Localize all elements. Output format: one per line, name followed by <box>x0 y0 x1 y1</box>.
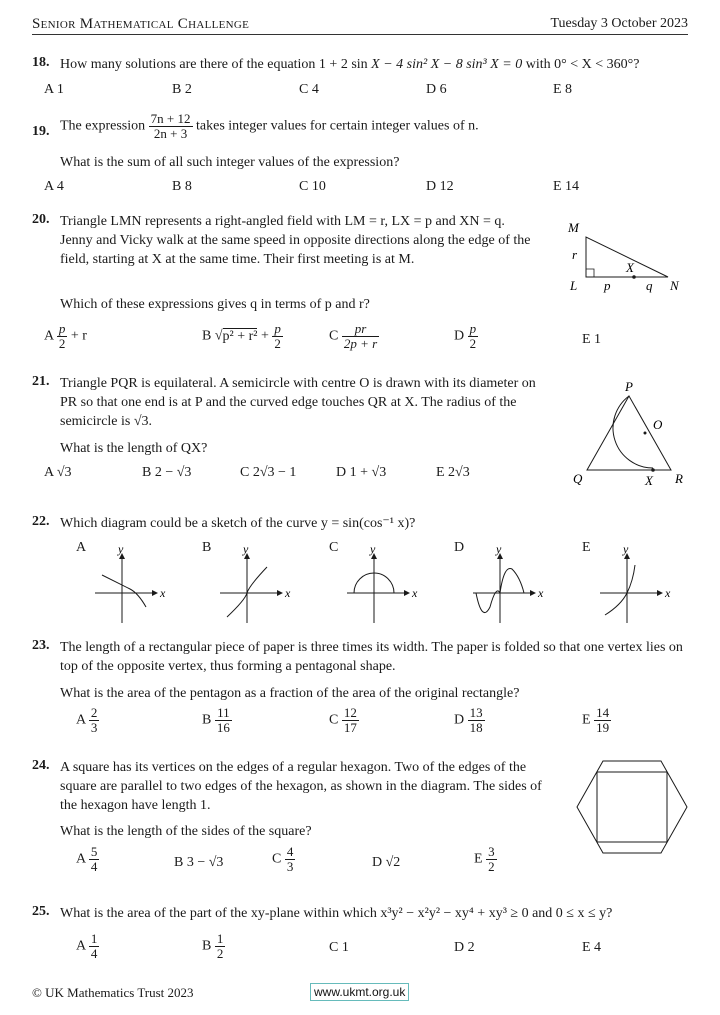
option-d[interactable]: D $\frac{13}{18}$ <box>454 705 483 735</box>
triangle-pqr-figure <box>565 378 695 488</box>
option-e[interactable]: E $\frac{3}{2}$ <box>474 844 495 874</box>
option-b[interactable]: B √p² + r² + $\frac{p}{2}$ <box>202 321 281 351</box>
option-d[interactable]: D 12 <box>426 179 454 194</box>
label-x: X <box>626 260 634 275</box>
option-d[interactable]: D √2 <box>372 855 401 870</box>
svg-text:y: y <box>496 545 502 556</box>
option-b[interactable]: B $\frac{11}{16}$ <box>202 705 230 735</box>
option-b[interactable]: B 3 − √3 <box>174 855 224 870</box>
svg-text:y: y <box>243 545 249 556</box>
footer-url-link[interactable]: www.ukmt.org.uk <box>310 983 409 1001</box>
label-q: Q <box>573 471 583 486</box>
option-d[interactable]: D 2 <box>454 940 475 955</box>
option-a[interactable]: A √3 <box>44 465 72 480</box>
option-c[interactable]: C $\frac{12}{17}$ <box>329 705 357 735</box>
svg-text:x: x <box>285 586 291 600</box>
svg-text:x: x <box>538 586 544 600</box>
option-a[interactable]: A $\frac{1}{4}$ <box>76 931 98 961</box>
option-c[interactable]: C 10 <box>299 179 326 194</box>
option-e[interactable]: E 8 <box>553 82 573 97</box>
triangle-lmn-figure <box>560 215 690 295</box>
sketch-d[interactable] <box>468 545 548 625</box>
question-text: A square has its vertices on the edges of a regular hexagon. Two of the edges of the square are parallel to two edges of the hexagon, as shown in the diagram. The sides of the hexagon have length 1. <box>60 760 542 813</box>
option-a[interactable]: A $\frac{5}{4}$ <box>76 844 98 874</box>
option-c[interactable]: C <box>329 540 339 555</box>
option-d[interactable]: D 6 <box>426 82 447 97</box>
question-subtext: What is the area of the pentagon as a fraction of the area of the original rectangle? <box>60 686 520 701</box>
question-number: 24. <box>32 758 50 773</box>
option-c[interactable]: C 1 <box>329 940 349 955</box>
footer-copyright: © UK Mathematics Trust 2023 <box>32 985 194 1000</box>
question-text: What is the area of the part of the xy-plane within which x³y² − x²y² − xy⁴ + xy³ ≥ 0 and 0 ≤ x ≤ y? <box>60 906 613 921</box>
question-text: The length of a rectangular piece of paper is three times its width. The paper is folded so that one vertex lies on top of the opposite vertex, thus forming a pentagonal shape. <box>60 640 683 674</box>
label-r: R <box>675 471 683 486</box>
question-number: 23. <box>32 638 50 653</box>
svg-text:x: x <box>665 586 671 600</box>
option-e[interactable]: E 4 <box>582 940 602 955</box>
option-a[interactable]: A 1 <box>44 82 64 97</box>
sketch-a[interactable] <box>90 545 170 625</box>
option-c[interactable]: C 4 <box>299 82 319 97</box>
label-p: p <box>604 278 611 293</box>
label-p: P <box>625 379 633 394</box>
page-header <box>32 14 688 35</box>
option-e[interactable]: E 1 <box>582 332 602 347</box>
option-c[interactable]: C $\frac{pr}{2p + r}$ <box>329 321 378 351</box>
option-b[interactable]: B $\frac{1}{2}$ <box>202 931 224 961</box>
label-m: M <box>568 220 579 235</box>
label-n: N <box>670 278 679 293</box>
option-b[interactable]: B 8 <box>172 179 192 194</box>
option-b[interactable]: B 2 <box>172 82 192 97</box>
option-c[interactable]: C $\frac{4}{3}$ <box>272 844 294 874</box>
question-text: How many solutions are there of the equation 1 + 2 sin X − 4 sin² X − 8 sin³ X = 0 with 0° < X < 360°? <box>60 57 640 72</box>
question-subtext: Which of these expressions gives q in terms of p and r? <box>60 297 370 312</box>
question-subtext: What is the length of the sides of the square? <box>60 824 312 839</box>
question-number: 25. <box>32 904 50 919</box>
option-b[interactable]: B 2 − √3 <box>142 465 192 480</box>
sketch-e[interactable] <box>595 545 675 625</box>
option-e[interactable]: E $\frac{14}{19}$ <box>582 705 610 735</box>
question-number: 21. <box>32 374 50 389</box>
option-e[interactable]: E 2√3 <box>436 465 470 480</box>
question-text: Triangle LMN represents a right-angled field with LM = r, LX = p and XN = q. Jenny and Vicky walk at the same speed in opposite directions along the edge of the field, starting at X at the same time. Their first meeting is at M. <box>60 214 531 267</box>
option-a[interactable]: A $\frac{p}{2}$ + r <box>44 321 87 351</box>
svg-text:x: x <box>160 586 166 600</box>
question-text: Triangle PQR is equilateral. A semicircle with centre O is drawn with its diameter on PR so that one end is at P and the curved edge touches QR at X. The radius of the semicircle is √3. <box>60 376 536 429</box>
sketch-b[interactable] <box>215 545 295 625</box>
label-r: r <box>572 247 578 262</box>
label-x: X <box>645 473 653 488</box>
hexagon-square-figure <box>575 755 690 860</box>
option-c[interactable]: C 2√3 − 1 <box>240 465 297 480</box>
question-number: 19. <box>32 124 50 139</box>
question-number: 22. <box>32 514 50 529</box>
label-q: q <box>646 278 653 293</box>
option-d[interactable]: D $\frac{p}{2}$ <box>454 321 477 351</box>
svg-text:x: x <box>412 586 418 600</box>
question-text: The expression $\frac{7n + 12}{2n + 3}$ takes integer values for certain integer values of n. <box>60 111 479 141</box>
svg-text:y: y <box>623 545 629 556</box>
option-e[interactable]: E <box>582 540 591 555</box>
option-d[interactable]: D <box>454 540 465 555</box>
option-a[interactable]: A $\frac{2}{3}$ <box>76 705 98 735</box>
option-a[interactable]: A 4 <box>44 179 64 194</box>
question-number: 20. <box>32 212 50 227</box>
question-number: 18. <box>32 55 50 70</box>
sketch-c[interactable] <box>342 545 422 625</box>
question-text: Which diagram could be a sketch of the curve y = sin(cos⁻¹ x)? <box>60 516 416 531</box>
question-subtext: What is the length of QX? <box>60 441 208 456</box>
option-b[interactable]: B <box>202 540 212 555</box>
svg-text:y: y <box>118 545 124 556</box>
option-e[interactable]: E 14 <box>553 179 580 194</box>
header-title: Senior Mathematical Challenge <box>32 16 250 32</box>
question-subtext: What is the sum of all such integer values of the expression? <box>60 155 400 170</box>
header-date: Tuesday 3 October 2023 <box>550 16 688 31</box>
svg-text:y: y <box>370 545 376 556</box>
label-l: L <box>570 278 578 293</box>
option-d[interactable]: D 1 + √3 <box>336 465 387 480</box>
label-o: O <box>653 417 663 432</box>
option-a[interactable]: A <box>76 540 87 555</box>
